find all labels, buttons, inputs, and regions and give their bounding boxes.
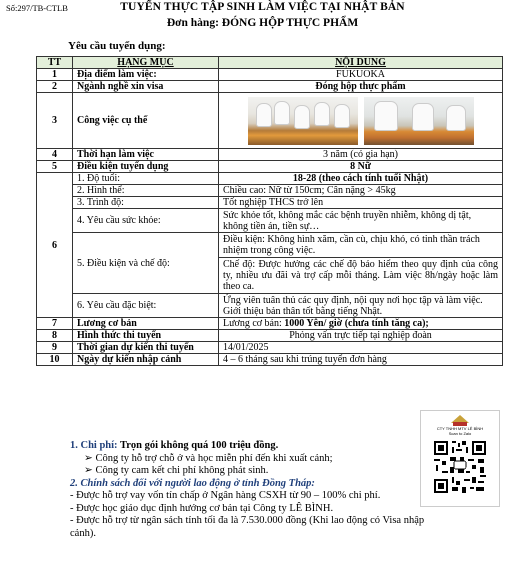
- header-tt: TT: [37, 57, 73, 69]
- row-content: 4 – 6 tháng sau khi trúng tuyển đơn hàng: [219, 354, 503, 366]
- body-label: 2. Hình thể:: [73, 185, 219, 197]
- list-item: ➢ Công ty hỗ trợ chỗ ở và học miễn phí đến khi xuất cảnh;: [84, 452, 333, 464]
- table-row: [37, 185, 503, 197]
- policy-item: - Được học giáo dục định hướng cơ bản tại Công ty LÊ BÌNH.: [70, 502, 334, 514]
- row-content: Phỏng vấn trực tiếp tại nghiệp đoàn: [219, 330, 503, 342]
- cost-heading: [70, 440, 440, 453]
- job-photos: [219, 93, 503, 149]
- qr-code-icon[interactable]: [432, 439, 488, 495]
- row-item: Điều kiện tuyển dụng: [73, 161, 219, 173]
- row-number: 10: [37, 354, 73, 366]
- row-content: Đóng hộp thực phẩm: [219, 81, 503, 93]
- list-item: ➢ Công ty cam kết chi phí không phát sinh.: [84, 465, 269, 476]
- row-item: Hình thức thi tuyển: [73, 330, 219, 342]
- table-row: [37, 197, 503, 209]
- salary-value: 1000 Yên/ giờ (chưa tính tăng ca);: [284, 318, 429, 329]
- body-value: Chiều cao: Nữ từ 150cm; Cân nặng > 45kg: [219, 185, 503, 197]
- health-label: 4. Yêu cầu sức khỏe:: [73, 209, 219, 233]
- row-number: 8: [37, 330, 73, 342]
- row-content: FUKUOKA: [219, 69, 503, 81]
- row-number: 2: [37, 81, 73, 93]
- row-number: 5: [37, 161, 73, 173]
- cost-heading-label: 1. Chi phí:: [70, 440, 120, 451]
- requirements-label: Yêu cầu tuyển dụng:: [68, 40, 166, 52]
- table-row: [37, 342, 503, 354]
- benefits-value: Chế độ: Được hưởng các chế độ bảo hiểm theo quy định của công ty, nhiều ưu đãi và trợ cấp mỗi tháng. Làm việc 8h/ngày hoặc làm theo ca.: [223, 259, 498, 292]
- row-content: 8 Nữ: [219, 161, 503, 173]
- age-value: 18-28 (theo cách tính tuổi Nhật): [219, 173, 503, 185]
- age-label: 1. Độ tuổi:: [73, 173, 219, 185]
- qr-company-name: [421, 426, 499, 436]
- table-row: [37, 354, 503, 366]
- education-label: 3. Trình độ:: [73, 197, 219, 209]
- row-item: Ngày dự kiến nhập cảnh: [73, 354, 219, 366]
- salary-prefix: Lương cơ bản:: [223, 318, 285, 329]
- qr-company: CTY TNHH MTV LÊ BÌNH: [436, 426, 484, 431]
- table-row: [37, 149, 503, 161]
- table-row: [37, 233, 503, 294]
- education-value: Tốt nghiệp THCS trở lên: [219, 197, 503, 209]
- factory-photo-2: [364, 97, 474, 145]
- table-row: [37, 161, 503, 173]
- document-number: Số:297/TB-CTLB: [6, 3, 68, 13]
- conditions-value: Điều kiện: Không hình xăm, cần cù, chịu khó, có tinh thần trách nhiệm trong công việc.: [219, 233, 502, 258]
- row-number: 1: [37, 69, 73, 81]
- row-number: 4: [37, 149, 73, 161]
- table-row: [37, 81, 503, 93]
- table-row: [37, 209, 503, 233]
- header-item: HẠNG MỤC: [73, 57, 219, 69]
- row-number: 7: [37, 318, 73, 330]
- row-content: 3 năm (có gia hạn): [219, 149, 503, 161]
- row-item: Địa điểm làm việc:: [73, 69, 219, 81]
- row-item: Thời hạn làm việc: [73, 149, 219, 161]
- table-row: [37, 93, 503, 149]
- special-label: 6. Yêu cầu đặc biệt:: [73, 294, 219, 318]
- policy-item: - Được hỗ trợ vay vốn tín chấp ở Ngân hàng CSXH từ 90 – 100% chi phí.: [70, 490, 381, 501]
- row-item: Công việc cụ thể: [73, 93, 219, 149]
- cost-item: Công ty hỗ trợ chỗ ở và học miễn phí đến khi xuất cảnh;: [95, 452, 333, 464]
- company-logo-icon: [449, 413, 471, 427]
- row-number: 3: [37, 93, 73, 149]
- row-item: Lương cơ bản: [73, 318, 219, 330]
- health-value: Sức khỏe tốt, không mắc các bệnh truyền nhiễm, không dị tật, không tiền án, tiền sự…: [219, 209, 503, 233]
- table-row: [37, 318, 503, 330]
- row-number: 9: [37, 342, 73, 354]
- conditions-label: 5. Điều kiện và chế độ:: [73, 233, 219, 294]
- row-number: 6: [37, 173, 73, 318]
- table-row: [37, 330, 503, 342]
- cost-heading-value: Trọn gói không quá 100 triệu đồng.: [120, 440, 279, 451]
- table-row: [37, 173, 503, 185]
- cost-item: Công ty cam kết chi phí không phát sinh.: [95, 465, 269, 476]
- footer-section: [70, 440, 440, 540]
- header-content: NỘI DUNG: [219, 57, 503, 69]
- row-content: [219, 318, 503, 330]
- row-item: Thời gian dự kiến thi tuyển: [73, 342, 219, 354]
- table-header-row: [37, 57, 503, 69]
- policy-item: - Được hỗ trợ từ ngân sách tỉnh tối đa là 7.530.000 đồng (Khi lao động có Visa nhập cảnh).: [70, 515, 425, 539]
- row-content: 14/01/2025: [219, 342, 503, 354]
- table-row: [37, 69, 503, 81]
- zalo-qr-card[interactable]: [420, 410, 500, 507]
- table-row: [37, 294, 503, 318]
- qr-caption: Scan to Zalo: [448, 431, 472, 436]
- conditions-cell: [219, 233, 503, 294]
- page-title: TUYỂN THỰC TẬP SINH LÀM VIỆC TẠI NHẬT BẢN: [120, 1, 405, 13]
- factory-photo-1: [248, 97, 358, 145]
- special-value: Ứng viên tuân thủ các quy định, nội quy nơi học tập và làm việc. Giới thiệu bản thân tốt bằng tiếng Nhật.: [219, 294, 503, 318]
- recruitment-table: [36, 56, 503, 366]
- order-subtitle: Đơn hàng: ĐÓNG HỘP THỰC PHẨM: [166, 17, 359, 29]
- row-item: Ngành nghề xin visa: [73, 81, 219, 93]
- policy-heading: 2. Chính sách đối với người lao động ở tỉnh Đồng Tháp:: [70, 477, 315, 489]
